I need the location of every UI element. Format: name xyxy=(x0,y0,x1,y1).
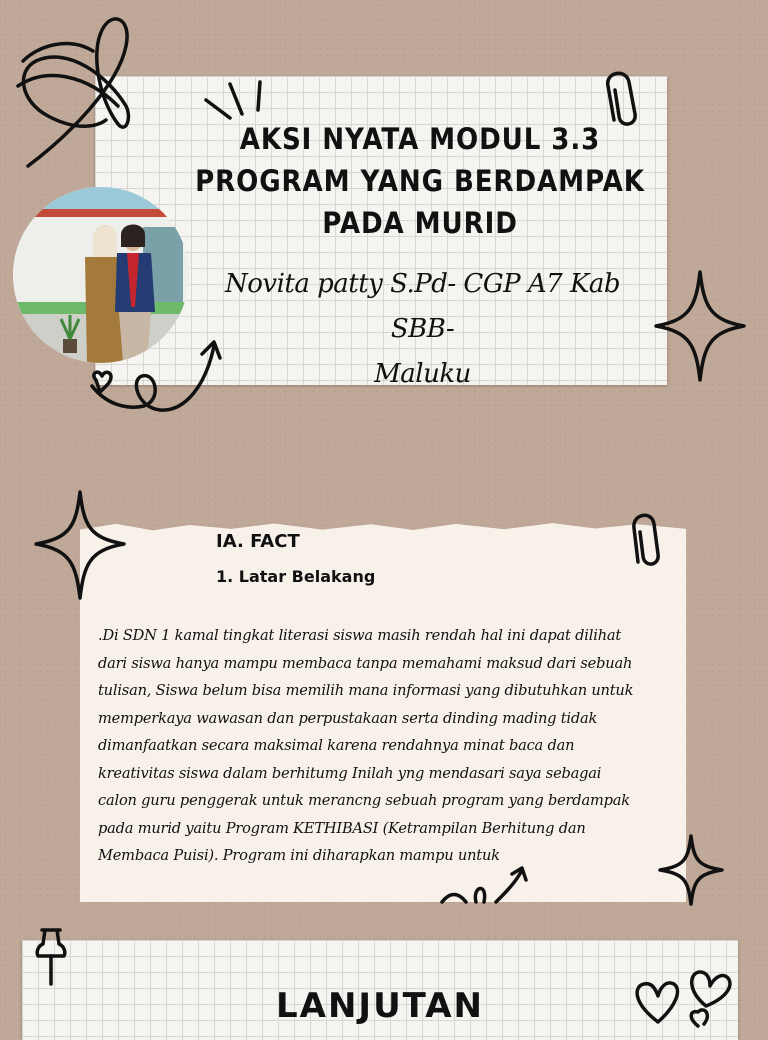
paperclip-icon xyxy=(624,506,670,572)
arrow-doodle-icon xyxy=(436,862,536,906)
next-page-heading: LANJUTAN xyxy=(275,986,484,1026)
title-line: PROGRAM YANG BERDAMPAK xyxy=(195,164,645,198)
author-line: Maluku xyxy=(374,359,471,389)
swirl-doodle-icon xyxy=(8,6,138,176)
paragraph-line: Membaca Puisi). Program ini diharapkan mampu untuk xyxy=(98,847,500,864)
subsection-heading: 1. Latar Belakang xyxy=(216,567,376,586)
paragraph-line: memperkaya wawasan dan perpustakaan serta dinding mading tidak xyxy=(98,709,598,727)
paragraph-line: kreativitas siswa dalam berhitumg Inilah yng mendasari saya sebagai xyxy=(98,764,602,782)
author-credit xyxy=(190,262,655,397)
pushpin-icon xyxy=(34,926,68,988)
sparkle-star-icon xyxy=(652,266,748,386)
title-line: PADA MURID xyxy=(322,206,518,240)
arrow-doodle-icon xyxy=(86,334,226,418)
paragraph-line: dimanfaatkan secara maksimal karena rendahnya minat baca dan xyxy=(98,737,575,754)
paragraph-line: calon guru penggerak untuk merancng sebuah program yang berdampak xyxy=(98,792,630,809)
author-line: Novita patty S.Pd- CGP A7 Kab SBB- xyxy=(224,269,621,344)
paragraph-line: dari siswa hanya mampu membaca tanpa memahami maksud dari sebuah xyxy=(98,654,633,672)
background-paragraph xyxy=(98,622,678,870)
sparkle-star-icon xyxy=(656,832,726,908)
sparkle-star-icon xyxy=(32,486,128,604)
paragraph-line: .Di SDN 1 kamal tingkat literasi siswa masih rendah hal ini dapat dilihat xyxy=(98,627,622,644)
paragraph-line: tulisan, Siswa belum bisa memilih mana informasi yang dibutuhkan untuk xyxy=(98,682,634,699)
section-heading: IA. FACT xyxy=(216,531,300,552)
paragraph-line: pada murid yaitu Program KETHIBASI (Ketrampilan Berhitung dan xyxy=(98,819,586,837)
heart-icon xyxy=(628,966,748,1026)
page-title xyxy=(177,118,663,244)
title-line: AKSI NYATA MODUL 3.3 xyxy=(239,122,601,156)
